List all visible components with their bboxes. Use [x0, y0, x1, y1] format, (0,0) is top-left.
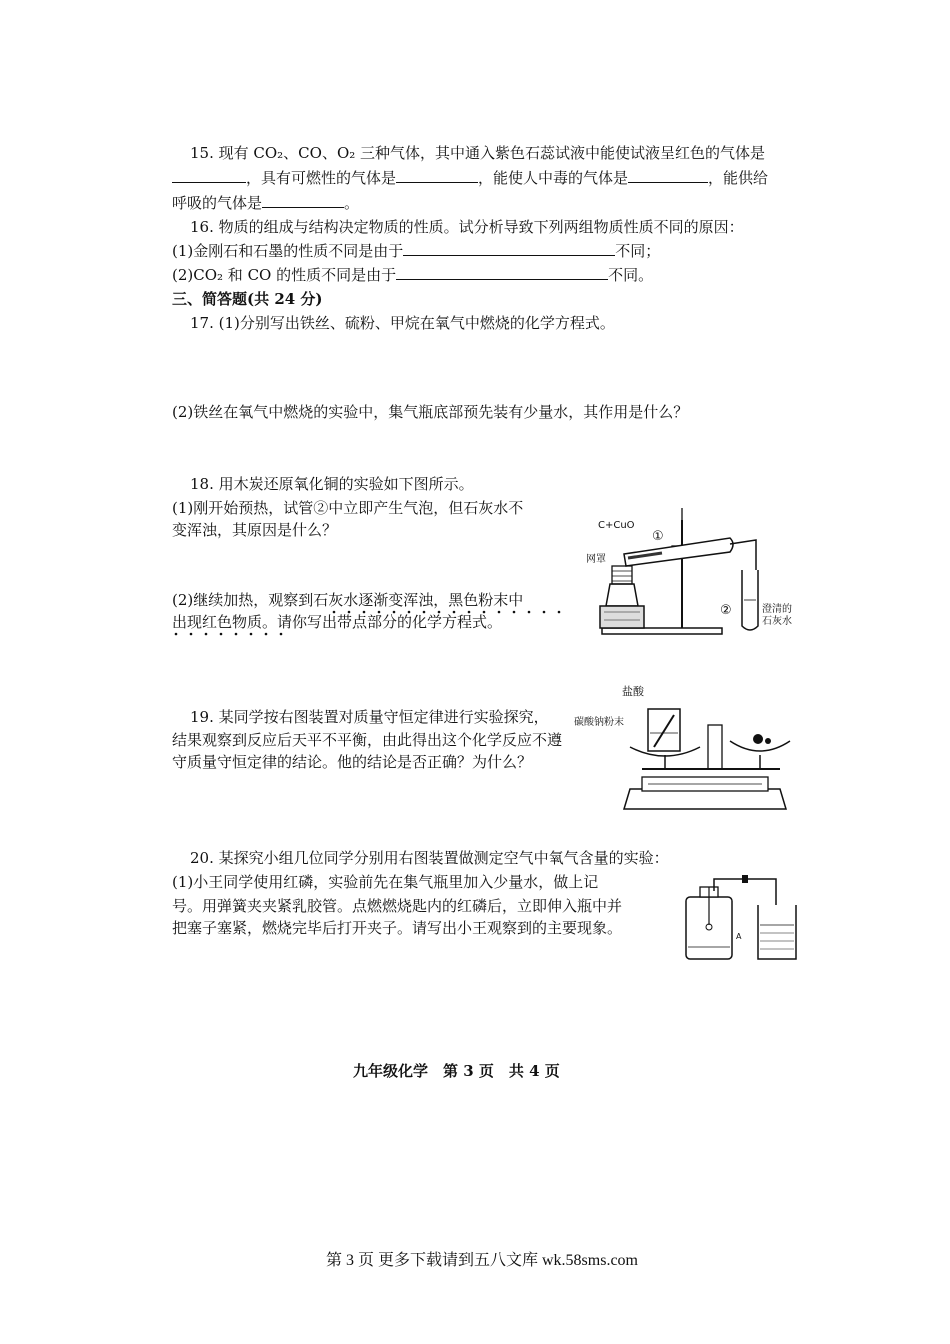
q18-intro: 18. 用木炭还原氧化铜的实验如下图所示。: [190, 475, 474, 493]
balance-apparatus: [574, 685, 800, 815]
q17-part1: 17. (1)分别写出铁丝、硫粉、甲烷在氧气中燃烧的化学方程式。: [190, 314, 615, 332]
q20-intro: 20. 某探究小组几位同学分别用右图装置做测定空气中氧气含量的实验：: [190, 849, 669, 867]
answer-blank[interactable]: [262, 193, 344, 208]
download-note: 第 3 页 更多下载请到五八文库 wk.58sms.com: [326, 1252, 639, 1269]
q15-text: ，能使人中毒的气体是: [478, 169, 629, 187]
label-net-hood: 网罩: [586, 554, 606, 565]
q19-line2: 结果观察到反应后天平不平衡，由此得出这个化学反应不遵: [172, 731, 563, 749]
q16-part1: [172, 241, 660, 261]
answer-blank[interactable]: [172, 168, 246, 183]
q18-part2-line2: 出现红色物质。请你写出带点部分的化学方程式。: [172, 613, 503, 631]
q16-text: (2)CO₂ 和 CO 的性质不同是由于: [172, 266, 397, 284]
q15-text: 。: [344, 194, 360, 212]
q16-text: 不同；: [615, 242, 661, 260]
label-limewater-1: 澄清的: [762, 604, 792, 615]
label-a: A: [736, 932, 742, 941]
answer-blank[interactable]: [403, 241, 615, 256]
q16-part2: [172, 265, 653, 285]
q15-text: ，具有可燃性的气体是: [246, 169, 397, 187]
label-powder: 碳酸钠粉末: [574, 717, 624, 728]
label-acid: 盐酸: [622, 685, 644, 698]
q16-text: (1)金刚石和石墨的性质不同是由于: [172, 242, 404, 260]
answer-blank[interactable]: [396, 168, 478, 183]
page-footer: 九年级化学 第 3 页 共 4 页: [353, 1062, 560, 1080]
q20-line2: 号。用弹簧夹夹紧乳胶管。点燃燃烧匙内的红磷后，立即伸入瓶中并: [172, 897, 623, 915]
q20-line1: (1)小王同学使用红磷，实验前先在集气瓶里加入少量水，做上记: [172, 873, 599, 891]
answer-blank[interactable]: [628, 168, 708, 183]
emphasis-dots: [172, 631, 292, 637]
q18-part2-line1: (2)继续加热，观察到石灰水逐渐变浑浊，黑色粉末中: [172, 591, 524, 609]
q17-part2: (2)铁丝在氧气中燃烧的实验中，集气瓶底部预先装有少量水，其作用是什么？: [172, 403, 689, 421]
label-limewater-2: 石灰水: [762, 616, 792, 627]
q18-part1-line1: (1)刚开始预热，试管②中立即产生气泡，但石灰水不: [172, 499, 524, 517]
q15-line3: [172, 193, 359, 213]
label-reactant: C+CuO: [598, 520, 635, 531]
oxygen-measurement-apparatus: [680, 875, 800, 965]
q15-line2: [172, 168, 768, 188]
q16-intro: 16. 物质的组成与结构决定物质的性质。试分析导致下列两组物质性质不同的原因：: [190, 218, 744, 236]
answer-blank[interactable]: [396, 265, 608, 280]
label-tube-1: ①: [652, 529, 664, 544]
q15-line1: 15. 现有 CO₂、CO、O₂ 三种气体，其中通入紫色石蕊试液中能使试液呈红色的气体是: [190, 144, 766, 162]
q16-text: 不同。: [608, 266, 654, 284]
q20-line3: 把塞子塞紧，燃烧完毕后打开夹子。请写出小王观察到的主要现象。: [172, 919, 623, 937]
charcoal-reduction-apparatus: [586, 500, 800, 640]
label-tube-2: ②: [720, 603, 732, 618]
emphasis-dots: [330, 609, 570, 615]
q19-line3: 守质量守恒定律的结论。他的结论是否正确？为什么？: [172, 753, 533, 771]
q15-text: ，能供给: [708, 169, 769, 187]
q15-text: 呼吸的气体是: [172, 194, 263, 212]
section-heading: 三、简答题(共 24 分): [172, 290, 323, 308]
q18-part1-line2: 变浑浊，其原因是什么？: [172, 521, 338, 539]
q19-line1: 19. 某同学按右图装置对质量守恒定律进行实验探究，: [190, 708, 549, 726]
